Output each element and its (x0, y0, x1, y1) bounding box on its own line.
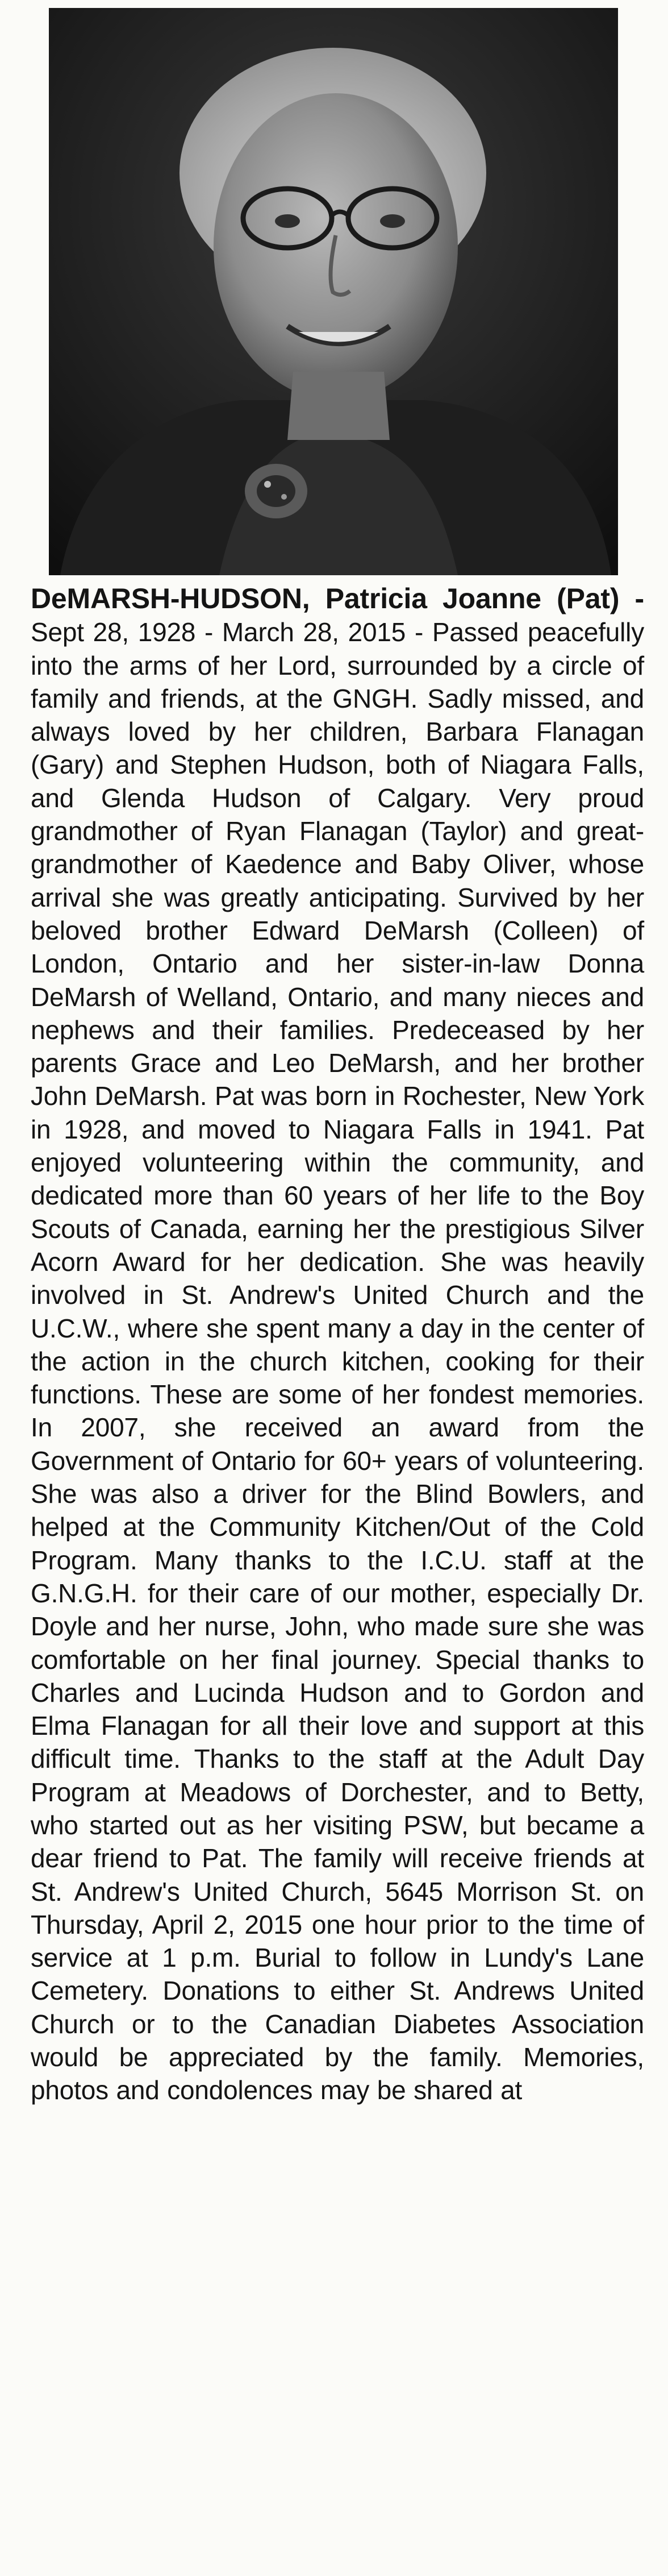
obituary-body: Sept 28, 1928 - March 28, 2015 - Passed peacefully into the arms of her Lord, surrounded by a circle of family and friends, at the GNGH. Sadly missed, and always loved by her children, Barbara Flanagan (Gary) and Stephen Hudson, both of Niagara Falls, and Glenda Hudson of Calgary. Very proud grandmother of Ryan Flanagan (Taylor) and great-grandmother of Kaedence and Baby Oliver, whose arrival she was greatly anticipating. Survived by her beloved brother Edward DeMarsh (Colleen) of London, Ontario and her sister-in-law Donna DeMarsh of Welland, Ontario, and many nieces and nephews and their families. Predeceased by her parents Grace and Leo DeMarsh, and her brother John DeMarsh. Pat was born in Rochester, New York in 1928, and moved to Niagara Falls in 1941. Pat enjoyed volunteering within the community, and dedicated more than 60 years of her life to the Boy Scouts of Canada, earning her the prestigious Silver Acorn Award for her dedication. She was heavily involved in St. Andrew's United Church and the U.C.W., where she spent many a day in the center of the action in the church kitchen, cooking for their functions. These are some of her fondest memories. In 2007, she received an award from the Government of Ontario for 60+ years of volunteering. She was also a driver for the Blind Bowlers, and helped at the Community Kitchen/Out of the Cold Program. Many thanks to the I.C.U. staff at the G.N.G.H. for their care of our mother, especially Dr. Doyle and her nurse, John, who made sure she was comfortable on her final journey. Special thanks to Charles and Lucinda Hudson and to Gordon and Elma Flanagan for all their love and support at this difficult time. Thanks to the staff at the Adult Day Program at Meadows of Dorchester, and to Betty, who started out as her visiting PSW, but became a dear friend to Pat. The family will receive friends at St. Andrew's United Church, 5645 Morrison St. on Thursday, April 2, 2015 one hour prior to the time of service at 1 p.m. Burial to follow in Lundy's Lane Cemetery. Donations to either St. Andrews United Church or to the Canadian Diabetes Association would be appreciated by the family. Memories, photos and condolences may be shared at (31, 617, 644, 2105)
portrait-photo (49, 8, 618, 575)
portrait-image (49, 8, 618, 575)
given-names: Patricia Joanne (Pat) - (325, 583, 644, 614)
obituary-text (31, 582, 644, 2566)
surname: DeMARSH-HUDSON, (31, 583, 310, 614)
deceased-name (31, 583, 644, 614)
